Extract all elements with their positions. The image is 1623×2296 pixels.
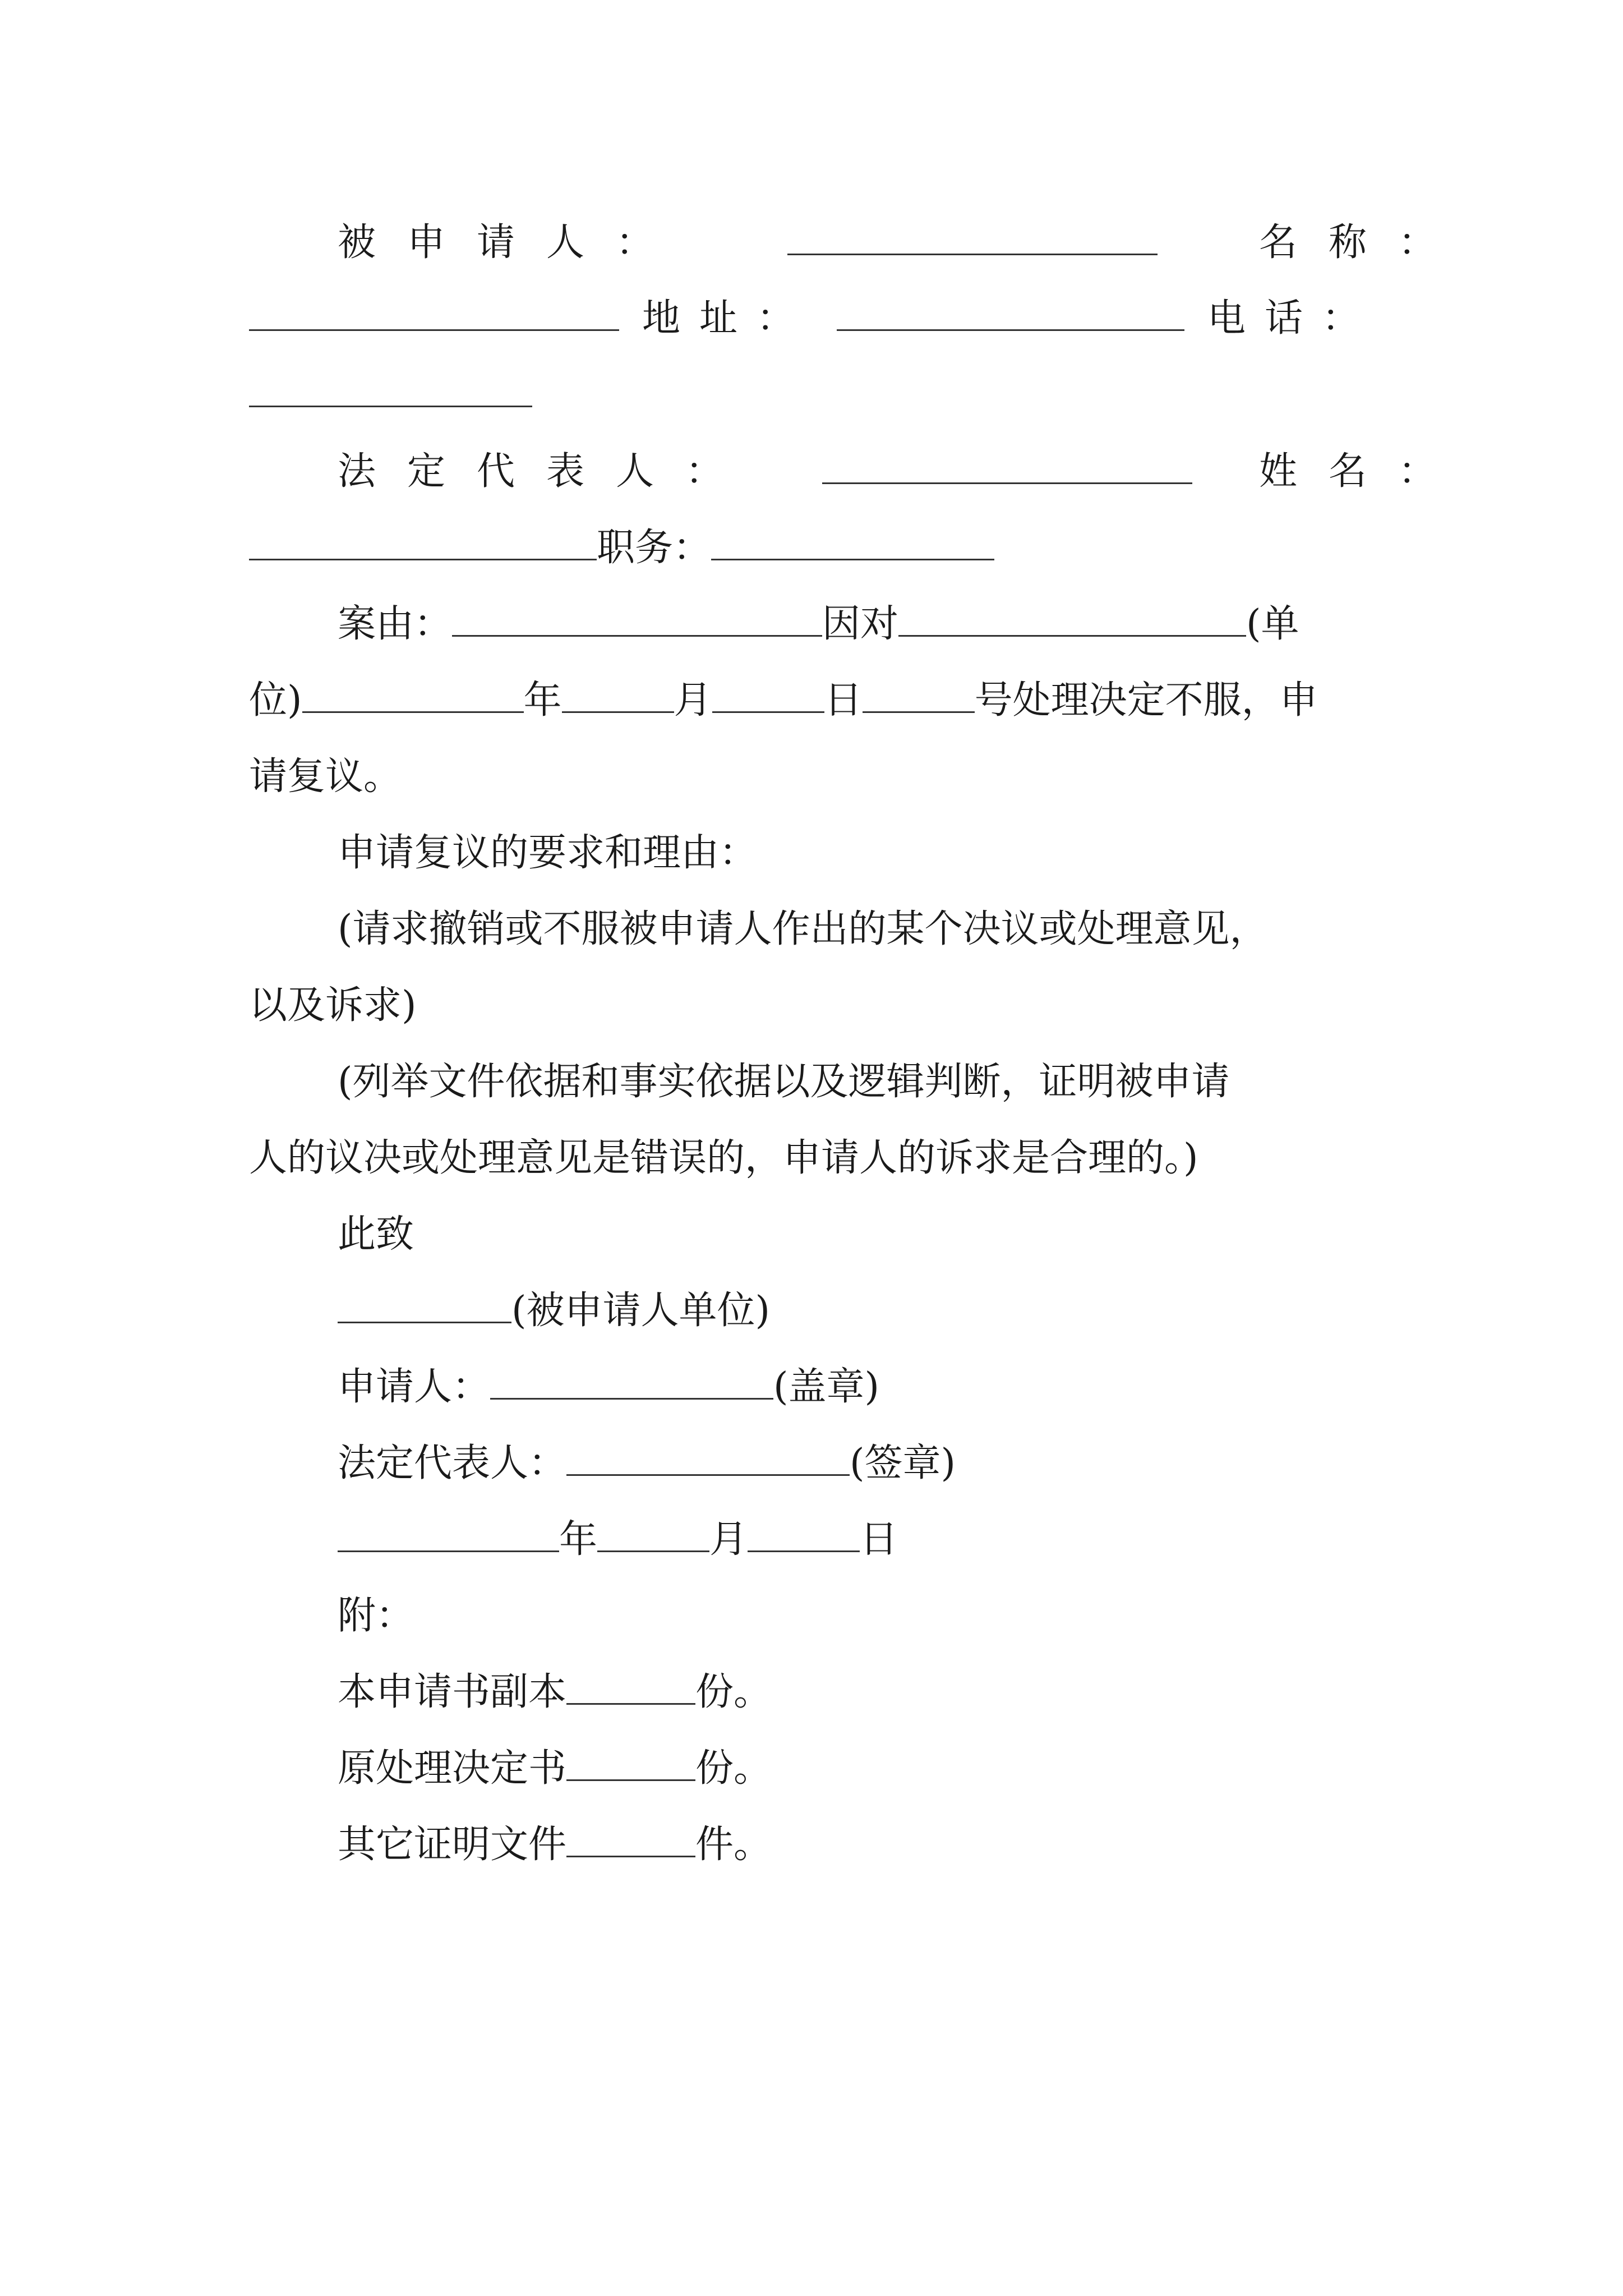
request-note1-line2 — [249, 978, 1379, 1034]
attachment-item-2-suffix: 份。 — [695, 1746, 772, 1791]
attachment-item-1 — [249, 1664, 1468, 1720]
signing-rep-line — [249, 1435, 1468, 1492]
attachments-heading: 附： — [338, 1594, 414, 1638]
applicant-label: 申请人： — [338, 1365, 491, 1409]
case-line-2 — [249, 673, 1379, 729]
attachment-item-2-blank[interactable] — [566, 1741, 695, 1781]
request-note2-text2: 人的议决或处理意见是错误的，申请人的诉求是合理的。) — [249, 1136, 1198, 1180]
request-note1-text2: 以及诉求) — [249, 983, 417, 1028]
respondent-address-blank[interactable] — [837, 291, 1184, 331]
legal-rep-label: 法定代表人： — [338, 449, 755, 494]
recipient-suffix: (被申请人单位) — [511, 1289, 771, 1333]
case-day-blank[interactable] — [712, 673, 824, 713]
request-note1-text1: (请求撤销或不服被申请人作出的某个决议或处理意见， — [338, 907, 1268, 951]
signing-rep-sign: (签章) — [850, 1441, 956, 1485]
respondent-name-blank[interactable] — [249, 291, 619, 331]
case-unit-blank[interactable] — [898, 597, 1246, 637]
case-line2-suffix: 号处理决定不服，申 — [974, 678, 1318, 723]
request-heading: 申请复议的要求和理由： — [338, 831, 758, 875]
request-note2-text1: (列举文件依据和事实依据以及逻辑判断，证明被申请 — [338, 1060, 1230, 1104]
respondent-phone-blank[interactable] — [249, 367, 532, 407]
case-line1-suffix: (单 — [1246, 602, 1299, 646]
recipient-blank[interactable] — [338, 1283, 511, 1323]
case-line3-text: 请复议。 — [249, 754, 402, 799]
case-line-1 — [249, 596, 1468, 652]
respondent-name-label: 名称： — [1258, 220, 1468, 265]
case-year-blank[interactable] — [302, 673, 524, 713]
attachment-item-1-suffix: 份。 — [695, 1670, 772, 1714]
respondent-phone-label: 电话： — [1207, 296, 1379, 341]
closing-date-line — [249, 1512, 1468, 1568]
legal-rep-position-label: 职务： — [597, 526, 712, 570]
case-cause-blank[interactable] — [452, 597, 822, 637]
case-month-blank[interactable] — [562, 673, 674, 713]
closing-month-label: 月 — [709, 1517, 748, 1562]
case-line-3 — [249, 749, 1379, 805]
request-note1-line1 — [249, 901, 1468, 958]
closing-day-blank[interactable] — [748, 1512, 860, 1552]
attachment-item-1-blank[interactable] — [566, 1665, 695, 1705]
case-day-label: 日 — [824, 678, 863, 723]
case-middle-text: 因对 — [822, 602, 899, 646]
closing-year-label: 年 — [559, 1517, 598, 1562]
respondent-blank[interactable] — [787, 215, 1158, 255]
salutation: 此致 — [338, 1212, 414, 1257]
request-heading-line — [249, 825, 1468, 881]
attachment-item-1-prefix: 本申请书副本 — [338, 1670, 567, 1714]
case-number-blank[interactable] — [863, 673, 975, 713]
attachment-item-2 — [249, 1741, 1468, 1797]
recipient-line — [249, 1283, 1468, 1339]
closing-day-label: 日 — [860, 1517, 898, 1562]
case-year-label: 年 — [523, 678, 562, 723]
legal-rep-name-label: 姓名： — [1258, 449, 1468, 494]
request-note2-line2 — [249, 1130, 1379, 1186]
legal-rep-name-blank[interactable] — [249, 521, 597, 560]
case-label: 案由： — [338, 602, 453, 646]
request-note2-line1 — [249, 1054, 1468, 1110]
attachment-item-2-prefix: 原处理决定书 — [338, 1746, 567, 1791]
respondent-phone-line — [249, 367, 1379, 423]
respondent-address-label: 地址： — [642, 296, 814, 341]
legal-rep-blank[interactable] — [822, 444, 1192, 484]
attachment-item-3-prefix: 其它证明文件 — [338, 1823, 567, 1867]
legal-rep-line — [249, 444, 1468, 500]
attachment-item-3-suffix: 件。 — [695, 1823, 772, 1867]
respondent-label: 被申请人： — [338, 220, 686, 265]
signing-rep-label: 法定代表人： — [338, 1441, 567, 1485]
attachment-item-3 — [249, 1817, 1468, 1873]
applicant-stamp: (盖章) — [773, 1365, 880, 1409]
closing-year-blank[interactable] — [338, 1512, 559, 1552]
applicant-line — [249, 1359, 1468, 1415]
legal-rep-position-line — [249, 520, 1379, 576]
attachment-item-3-blank[interactable] — [566, 1818, 695, 1857]
signing-rep-blank[interactable] — [566, 1436, 850, 1476]
legal-rep-position-blank[interactable] — [711, 521, 994, 560]
applicant-blank[interactable] — [490, 1360, 773, 1400]
respondent-address-line — [249, 291, 1379, 347]
closing-month-blank[interactable] — [597, 1512, 709, 1552]
attachments-heading-line — [249, 1588, 1468, 1644]
respondent-line — [249, 215, 1468, 271]
case-line2-prefix: 位) — [249, 678, 302, 723]
salutation-line — [249, 1207, 1468, 1263]
case-month-label: 月 — [674, 678, 712, 723]
